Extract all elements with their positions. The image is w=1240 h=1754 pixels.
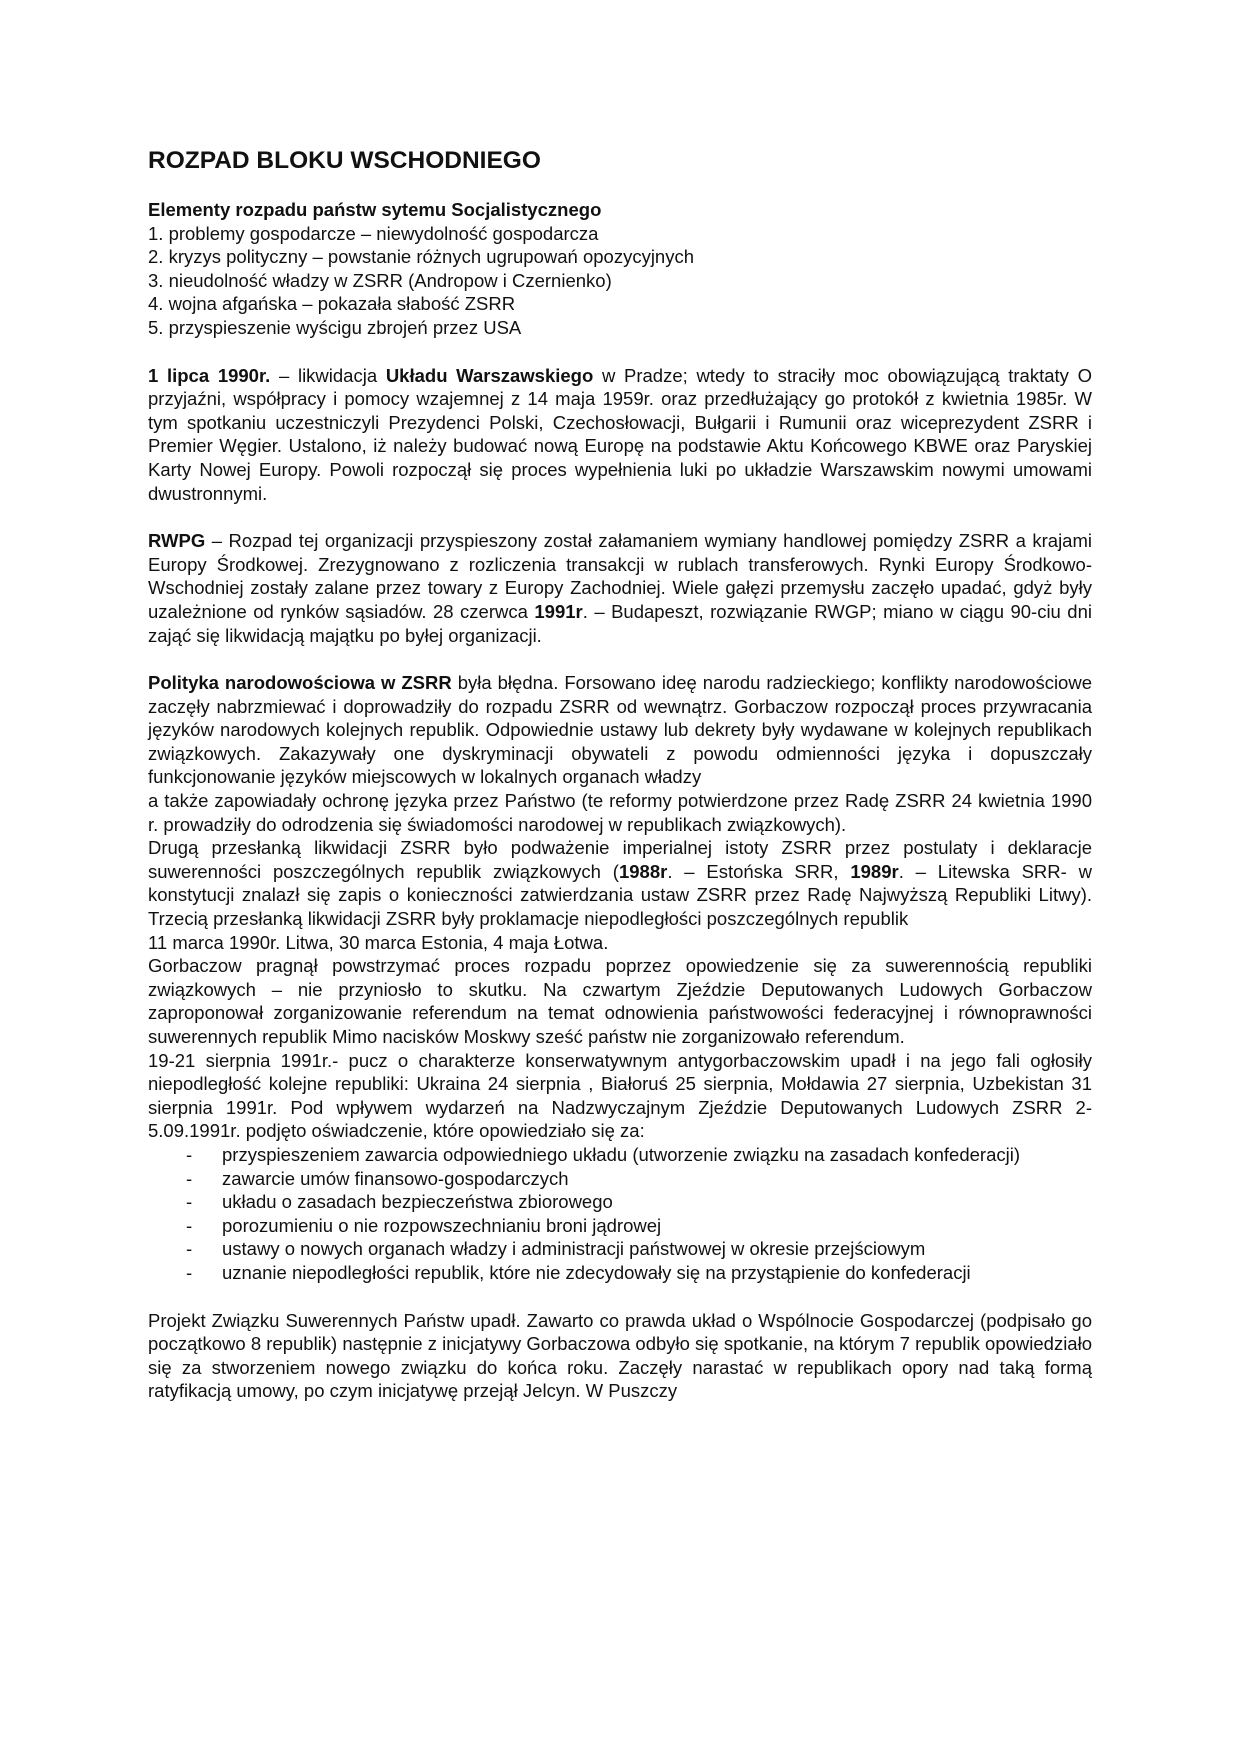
page-title: ROZPAD BLOKU WSCHODNIEGO	[148, 147, 541, 174]
paragraph-bold: 1991r	[534, 600, 583, 622]
paragraph-text: . – Budapeszt, rozwiązanie RWGP; miano w ciągu 90-ciu dni zająć się likwidacją majątku po byłej organizacji.	[148, 600, 1092, 646]
list-item	[148, 1190, 1092, 1214]
paragraph-national-policy	[148, 671, 1092, 789]
list-item	[148, 1261, 1092, 1285]
elements-section	[148, 198, 1092, 340]
paragraph-bold: 1988r	[618, 860, 668, 882]
dash-bullet: -	[186, 1261, 193, 1283]
paragraph-putsch: 19-21 sierpnia 1991r.- pucz o charakterze konserwatywnym antygorbaczowskim upadł i na jego fali ogłosiły niepodległość kolejne republiki: Ukraina 24 sierpnia , Białoruś 25 sierpnia, Mołdawia 27 sierpnia, Uzbekistan 31 sierpnia 1991r. Pod wpływem wydarzeń na Nadzwyczajnym Zjeździe Deputowanych Ludowych ZSRR 2-5.09.1991r. podjęto oświadczenie, które opowiedziało się za:	[148, 1049, 1092, 1142]
paragraph-date: 1 lipca 1990r.	[148, 364, 271, 386]
dash-bullet: -	[186, 1238, 193, 1260]
section-heading: Elementy rozpadu państw sytemu Socjalistycznego	[148, 199, 602, 220]
paragraph-bold: 1989r	[850, 860, 899, 882]
list-item-text: ustawy o nowych organach władzy i administracji państwowej w okresie przejściowym	[222, 1238, 926, 1260]
paragraph-text: Drugą przesłanką likwidacji ZSRR było podważenie imperialnej istoty ZSRR przez postulaty i deklaracje suwerenności poszczególnych republik związkowych (	[148, 837, 1092, 882]
paragraph-bold: Układu Warszawskiego	[385, 364, 594, 386]
list-item: 5. przyspieszenie wyścigu zbrojeń przez USA	[148, 316, 522, 338]
paragraph-warsaw-pact	[148, 364, 1092, 506]
paragraph-text: – likwidacja	[270, 364, 386, 386]
paragraph-text: w Pradze; wtedy to straciły moc obowiązującą traktaty O przyjaźni, współpracy i pomocy wzajemnej z 14 maja 1959r. oraz przedłużający go protokół z kwietnia 1985r. W tym spotkaniu uczestniczyli Prezydenci Polski, Czechosłowacji, Bułgarii i Rumunii oraz wiceprezydent ZSRR i Premier Węgier. Ustalono, iż należy budować nową Europę na podstawie Aktu Końcowego KBWE oraz Paryskiej Karty Nowej Europy. Powoli rozpoczął się proces wypełnienia luki po układzie Warszawskim nowymi umowami dwustronnymi.	[148, 364, 1092, 504]
paragraph-rwpg	[148, 529, 1092, 647]
list-item	[148, 1143, 1092, 1167]
list-item: 1. problemy gospodarcze – niewydolność gospodarcza	[148, 222, 599, 244]
list-item-text: przyspieszeniem zawarcia odpowiedniego układu (utworzenie związku na zasadach konfederacji)	[222, 1143, 1020, 1165]
list-item: 2. kryzys polityczny – powstanie różnych ugrupowań opozycyjnych	[148, 246, 695, 268]
paragraph-gorbachev: Gorbaczow pragnął powstrzymać proces rozpadu poprzez opowiedzenie się za suwerennością republiki związkowych – nie przyniosło to skutku. Na czwartym Zjeździe Deputowanych Ludowych Gorbaczow zaproponował zorganizowanie referendum na temat odnowienia państwowości federacyjnej i równoprawności suwerennych republik Mimo nacisków Moskwy sześć państw nie zorganizowało referendum.	[148, 955, 1092, 1047]
list-item-text: uznanie niepodległości republik, które nie zdecydowały się na przystąpienie do konfederacji	[222, 1261, 971, 1283]
paragraph-bold: RWPG	[148, 530, 206, 552]
dash-bullet: -	[186, 1214, 193, 1236]
dash-bullet: -	[186, 1143, 193, 1165]
paragraph-independence-dates: 11 marca 1990r. Litwa, 30 marca Estonia, 4 maja Łotwa.	[148, 931, 609, 953]
paragraph-bold: Polityka narodowościowa w ZSRR	[148, 672, 452, 694]
list-item	[148, 1237, 1092, 1261]
paragraph-text: . – Litewska SRR- w konstytucji znalazł się zapis o konieczności zatwierdzania ustaw ZSRR przez Radę Najwyższą Republiki Litwy). Trzecią przesłanką likwidacji ZSRR były proklamacje niepodległości poszczególnych republik	[148, 860, 1092, 930]
dash-bullet: -	[186, 1167, 193, 1189]
list-item-text: porozumieniu o nie rozpowszechnianiu broni jądrowej	[222, 1214, 662, 1236]
list-item: 3. nieudolność władzy w ZSRR (Andropow i Czernienko)	[148, 269, 612, 291]
list-item: 4. wojna afgańska – pokazała słabość ZSRR	[148, 293, 516, 315]
list-item	[148, 1214, 1092, 1238]
dash-bullet: -	[186, 1191, 193, 1213]
paragraph-text: . – Estońska SRR,	[667, 860, 851, 882]
document-page	[148, 146, 1092, 1403]
paragraph-national-policy-cont: a także zapowiadały ochronę języka przez Państwo (te reformy potwierdzone przez Radę ZSRR 24 kwietnia 1990 r. prowadziły do odrodzenia się świadomości narodowej w republikach związkowych).	[148, 790, 1092, 835]
list-item-text: układu o zasadach bezpieczeństwa zbiorowego	[222, 1191, 613, 1213]
paragraph-second-premise	[148, 836, 1092, 930]
paragraph-text: była błędna. Forsowano ideę narodu radzieckiego; konflikty narodowościowe zaczęły nabrzmiewać i doprowadziły do rozpadu ZSRR od wewnątrz. Gorbaczow rozpoczął proces przywracania języków narodowych kolejnych republik. Odpowiednie ustawy lub dekrety były wydawane w kolejnych republikach związkowych. Zakazywały one dyskryminacji obywateli z powodu odmienności języka i dopuszczały funkcjonowanie języków miejscowych w lokalnych organach władzy	[148, 672, 1092, 788]
paragraph-union-project: Projekt Związku Suwerennych Państw upadł. Zawarto co prawda układ o Wspólnocie Gospodarczej (podpisało go początkowo 8 republik) następnie z inicjatywy Gorbaczowa odbyło się spotkanie, na którym 7 republik opowiedziało się za stworzeniem nowego związku do końca roku. Zaczęły narastać w republikach opory nad taką formą ratyfikacją umowy, po czym inicjatywę przejął Jelcyn. W Puszczy	[148, 1309, 1092, 1402]
list-item-text: zawarcie umów finansowo-gospodarczych	[222, 1167, 569, 1189]
paragraph-text: – Rozpad tej organizacji przyspieszony został załamaniem wymiany handlowej pomiędzy ZSRR a krajami Europy Środkowej. Zrezygnowano z rozliczenia transakcji w rublach transferowych. Rynki Europy Środkowo-Wschodniej zostały zalane przez towary z Europy Zachodniej. Wiele gałęzi przemysłu zaczęło upadać, gdyż były uzależnione od rynków sąsiadów. 28 czerwca	[148, 530, 1092, 622]
list-item	[148, 1167, 1092, 1191]
dash-list	[148, 1143, 1092, 1285]
